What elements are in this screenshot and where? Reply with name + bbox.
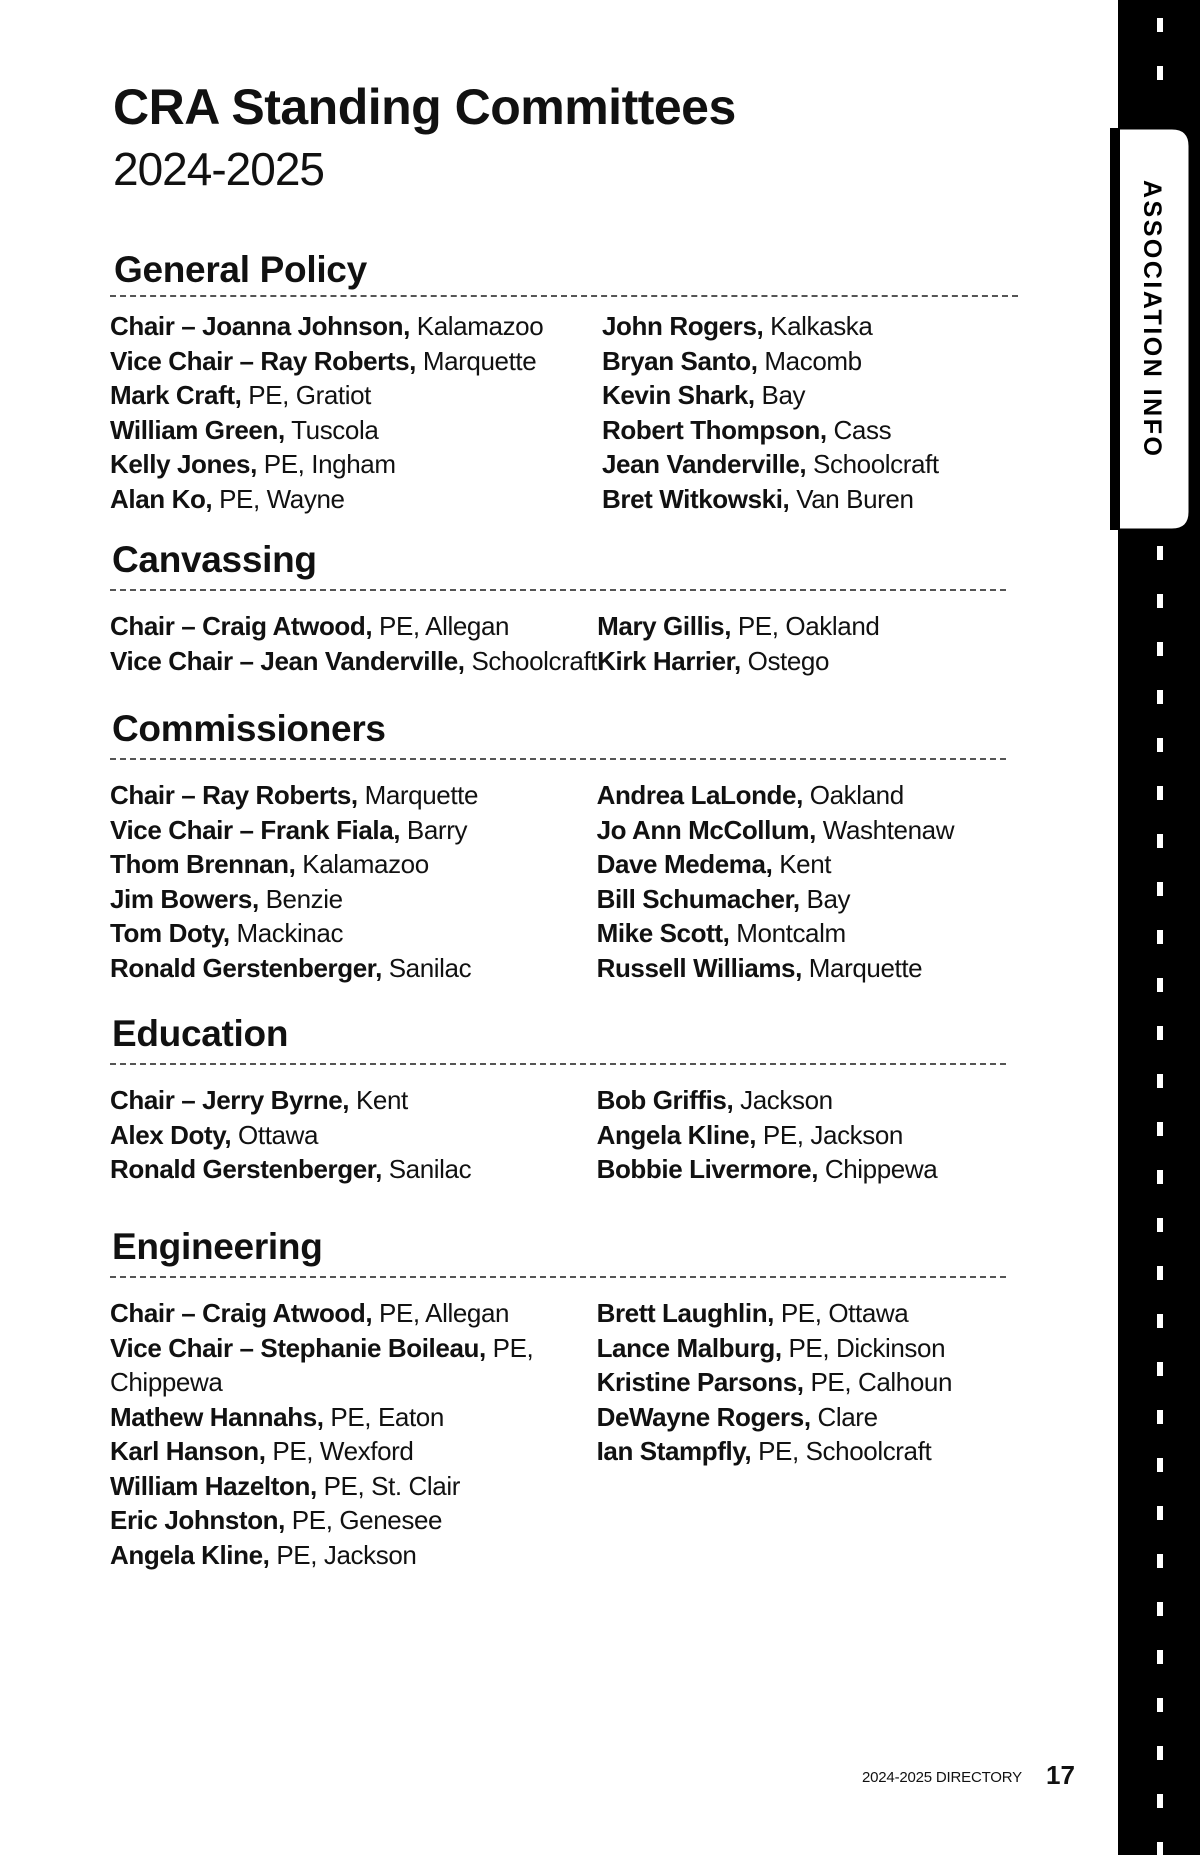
page-title: CRA Standing Committees bbox=[113, 79, 736, 135]
tab-dash bbox=[1157, 1362, 1163, 1376]
member-detail: PE, Allegan bbox=[372, 611, 510, 641]
member-detail: PE, Schoolcraft bbox=[751, 1436, 932, 1466]
member-name: Kirk Harrier, bbox=[597, 645, 741, 676]
member-entry bbox=[597, 778, 1006, 813]
member-name: William Hazelton, bbox=[110, 1470, 317, 1501]
tab-dash bbox=[1157, 1746, 1163, 1760]
member-detail: PE, Calhoun bbox=[803, 1367, 953, 1397]
section-divider bbox=[110, 295, 1018, 297]
member-entry bbox=[110, 1469, 597, 1504]
member-detail: PE, Genesee bbox=[284, 1505, 443, 1535]
member-entry bbox=[110, 813, 597, 848]
tab-dash bbox=[1157, 930, 1163, 944]
member-name: Mike Scott, bbox=[596, 918, 730, 948]
section-title: Canvassing bbox=[112, 539, 317, 580]
member-detail: Schoolcraft bbox=[464, 645, 598, 676]
tab-dash bbox=[1157, 1698, 1163, 1712]
member-detail: Mackinac bbox=[229, 918, 344, 948]
member-entry bbox=[110, 1083, 597, 1118]
member-entry bbox=[602, 447, 1016, 482]
member-entry bbox=[597, 916, 1006, 951]
member-entry bbox=[597, 1118, 1006, 1153]
member-detail: Sanilac bbox=[381, 1154, 472, 1184]
member-entry bbox=[602, 378, 1016, 413]
member-name: Vice Chair – Stephanie Boileau, bbox=[110, 1332, 486, 1363]
member-name: Mary Gillis, bbox=[597, 611, 732, 641]
members-right bbox=[597, 1296, 1006, 1572]
member-detail: PE, Dickinson bbox=[781, 1332, 946, 1363]
member-name: John Rogers, bbox=[602, 311, 764, 341]
member-name: Jean Vanderville, bbox=[602, 449, 807, 479]
member-entry bbox=[110, 847, 597, 882]
member-detail: PE, Ottawa bbox=[774, 1298, 909, 1328]
tab-dash bbox=[1157, 546, 1163, 560]
member-entry bbox=[110, 1503, 597, 1538]
member-detail: Bay bbox=[799, 883, 851, 914]
member-entry bbox=[110, 951, 597, 986]
page-number: 17 bbox=[1046, 1760, 1075, 1790]
section-divider bbox=[110, 1063, 1006, 1065]
member-entry bbox=[110, 482, 602, 517]
member-detail: Sanilac bbox=[381, 952, 472, 983]
section-engineering bbox=[110, 1224, 1006, 1572]
member-entry bbox=[110, 1434, 597, 1469]
member-entry bbox=[110, 447, 602, 482]
member-name: Tom Doty, bbox=[110, 918, 230, 948]
member-detail: Tuscola bbox=[284, 414, 379, 445]
member-detail: Chippewa bbox=[818, 1154, 938, 1184]
member-detail: Kalamazoo bbox=[409, 311, 544, 341]
section-education bbox=[110, 1011, 1006, 1187]
tab-dash bbox=[1157, 1842, 1163, 1856]
page-subtitle: 2024-2025 bbox=[113, 143, 324, 195]
section-commissioners bbox=[110, 706, 1006, 985]
member-entry bbox=[110, 344, 602, 379]
member-name: Kevin Shark, bbox=[602, 380, 755, 410]
member-name: Chair – Craig Atwood, bbox=[110, 611, 373, 641]
member-entry bbox=[110, 916, 597, 951]
member-detail: Kent bbox=[349, 1085, 408, 1115]
member-name: Kelly Jones, bbox=[110, 449, 257, 479]
member-detail: PE, Allegan bbox=[372, 1298, 510, 1328]
member-entry bbox=[110, 1296, 597, 1331]
tab-dash bbox=[1157, 1074, 1163, 1088]
tab-dash bbox=[1157, 738, 1163, 752]
member-name: Kristine Parsons, bbox=[596, 1367, 804, 1397]
member-detail: Barry bbox=[400, 814, 468, 845]
member-detail: Kent bbox=[772, 849, 832, 879]
member-detail: Marquette bbox=[416, 345, 537, 376]
member-detail: Jackson bbox=[733, 1085, 833, 1115]
members-left bbox=[110, 1083, 597, 1187]
tab-dash bbox=[1157, 1170, 1163, 1184]
member-entry bbox=[110, 778, 597, 813]
tab-dash bbox=[1157, 1266, 1163, 1280]
member-entry bbox=[597, 1083, 1006, 1118]
member-detail: Marquette bbox=[357, 780, 479, 810]
member-entry bbox=[110, 1400, 597, 1435]
member-name: Mark Craft, bbox=[110, 380, 242, 410]
tab-dash bbox=[1157, 1554, 1163, 1568]
members-right bbox=[597, 609, 1006, 678]
tab-dash bbox=[1157, 1458, 1163, 1472]
member-entry bbox=[110, 1152, 597, 1187]
tab-dash bbox=[1157, 786, 1163, 800]
member-detail: Van Buren bbox=[789, 483, 914, 514]
member-entry bbox=[602, 482, 1016, 517]
member-entry bbox=[602, 413, 1016, 448]
tab-dash bbox=[1157, 66, 1163, 80]
member-detail: Oakland bbox=[802, 780, 904, 810]
member-detail: PE, Ingham bbox=[256, 449, 396, 479]
member-entry bbox=[110, 644, 597, 679]
member-entry bbox=[597, 1365, 1006, 1400]
tab-dash bbox=[1157, 882, 1163, 896]
members-left bbox=[110, 1296, 597, 1572]
member-entry bbox=[597, 1152, 1006, 1187]
section-divider bbox=[110, 758, 1006, 760]
member-name: Chair – Ray Roberts, bbox=[110, 780, 358, 810]
member-name: Robert Thompson, bbox=[602, 414, 827, 445]
member-detail: Marquette bbox=[801, 952, 923, 983]
member-entry bbox=[597, 1400, 1006, 1435]
member-detail: Macomb bbox=[757, 345, 862, 376]
member-name: Lance Malburg, bbox=[596, 1332, 782, 1363]
tab-dash bbox=[1157, 1314, 1163, 1328]
tab-dash bbox=[1157, 1602, 1163, 1616]
member-entry bbox=[110, 1118, 597, 1153]
tab-dash bbox=[1157, 1410, 1163, 1424]
member-detail: Montcalm bbox=[729, 918, 846, 948]
members-left bbox=[110, 778, 597, 985]
member-name: Vice Chair – Frank Fiala, bbox=[110, 814, 401, 845]
member-entry bbox=[602, 344, 1016, 379]
section-divider bbox=[110, 589, 1006, 591]
member-name: Angela Kline, bbox=[596, 1119, 757, 1150]
section-title: Commissioners bbox=[112, 708, 386, 749]
member-detail: PE, Eaton bbox=[323, 1401, 444, 1432]
member-detail: Kalamazoo bbox=[295, 849, 429, 879]
member-name: Ian Stampfly, bbox=[596, 1436, 752, 1466]
member-name: Brett Laughlin, bbox=[596, 1298, 774, 1328]
section-canvassing bbox=[110, 537, 1006, 678]
member-detail: Clare bbox=[810, 1401, 878, 1432]
tab-dash bbox=[1157, 1794, 1163, 1808]
member-entry bbox=[597, 882, 1006, 917]
member-name: Angela Kline, bbox=[110, 1539, 270, 1570]
member-detail: Cass bbox=[826, 414, 892, 445]
member-name: Chair – Craig Atwood, bbox=[110, 1298, 373, 1328]
member-detail: PE, Wayne bbox=[212, 483, 345, 514]
tab-dash bbox=[1157, 594, 1163, 608]
member-name: Jo Ann McCollum, bbox=[596, 814, 816, 845]
members-right bbox=[597, 778, 1006, 985]
member-name: Alex Doty, bbox=[110, 1119, 232, 1150]
member-name: DeWayne Rogers, bbox=[596, 1401, 811, 1432]
member-entry bbox=[602, 309, 1016, 344]
tab-dash bbox=[1157, 1122, 1163, 1136]
section-title: General Policy bbox=[114, 249, 367, 290]
tab-dash bbox=[1157, 1650, 1163, 1664]
member-entry bbox=[110, 413, 602, 448]
member-name: Bryan Santo, bbox=[602, 345, 758, 376]
member-name: Mathew Hannahs, bbox=[110, 1401, 324, 1432]
member-name: Russell Williams, bbox=[596, 952, 802, 983]
member-name: Bob Griffis, bbox=[596, 1085, 734, 1115]
member-entry bbox=[597, 1434, 1006, 1469]
member-detail: PE, St. Clair bbox=[316, 1470, 460, 1501]
member-name: Ronald Gerstenberger, bbox=[110, 1154, 382, 1184]
member-entry bbox=[110, 1331, 550, 1400]
member-detail: PE, Oakland bbox=[731, 611, 880, 641]
member-entry bbox=[597, 847, 1006, 882]
section-title: Engineering bbox=[112, 1226, 323, 1267]
member-detail: PE, Wexford bbox=[265, 1436, 414, 1466]
members-left bbox=[110, 309, 602, 516]
member-name: William Green, bbox=[110, 414, 285, 445]
member-detail: Kalkaska bbox=[763, 311, 873, 341]
member-name: Bill Schumacher, bbox=[596, 883, 800, 914]
member-name: Dave Medema, bbox=[596, 849, 773, 879]
member-detail: Ottawa bbox=[231, 1119, 319, 1150]
member-name: Vice Chair – Jean Vanderville, bbox=[110, 645, 465, 676]
member-entry bbox=[597, 951, 1006, 986]
member-name: Andrea LaLonde, bbox=[596, 780, 803, 810]
members-right bbox=[602, 309, 1016, 516]
member-entry bbox=[597, 1296, 1006, 1331]
member-name: Alan Ko, bbox=[110, 483, 213, 514]
member-entry bbox=[110, 609, 597, 644]
member-entry bbox=[597, 1331, 1006, 1366]
tab-dash bbox=[1157, 978, 1163, 992]
members-left bbox=[110, 609, 597, 678]
member-name: Ronald Gerstenberger, bbox=[110, 952, 382, 983]
section-general-policy bbox=[110, 247, 1016, 516]
member-entry bbox=[110, 378, 602, 413]
member-name: Chair – Joanna Johnson, bbox=[110, 311, 410, 341]
tab-dash bbox=[1157, 834, 1163, 848]
member-entry bbox=[597, 644, 1006, 679]
tab-dash bbox=[1157, 18, 1163, 32]
member-entry bbox=[110, 882, 597, 917]
member-name: Bret Witkowski, bbox=[602, 483, 790, 514]
member-name: Chair – Jerry Byrne, bbox=[110, 1085, 350, 1115]
member-name: Karl Hanson, bbox=[110, 1436, 266, 1466]
member-detail: Benzie bbox=[258, 883, 343, 914]
member-name: Jim Bowers, bbox=[110, 883, 259, 914]
tab-dash bbox=[1157, 1026, 1163, 1040]
member-detail: Bay bbox=[754, 380, 806, 410]
member-name: Bobbie Livermore, bbox=[596, 1154, 819, 1184]
member-entry bbox=[110, 309, 602, 344]
section-divider bbox=[110, 1276, 1006, 1278]
tab-dash bbox=[1157, 1506, 1163, 1520]
tab-dash bbox=[1157, 642, 1163, 656]
member-detail: Schoolcraft bbox=[806, 449, 939, 479]
member-entry bbox=[597, 813, 1006, 848]
footer-label: 2024-2025 DIRECTORY bbox=[862, 1769, 1022, 1786]
member-name: Eric Johnston, bbox=[110, 1505, 285, 1535]
member-detail: PE, Jackson bbox=[756, 1119, 903, 1150]
tab-dash bbox=[1157, 1218, 1163, 1232]
member-name: Vice Chair – Ray Roberts, bbox=[110, 345, 416, 376]
member-detail: Washtenaw bbox=[815, 814, 955, 845]
member-entry bbox=[110, 1538, 597, 1573]
member-detail: PE, Gratiot bbox=[241, 380, 372, 410]
member-entry bbox=[597, 609, 1006, 644]
members-right bbox=[597, 1083, 1006, 1187]
member-name: Thom Brennan, bbox=[110, 849, 296, 879]
member-detail: PE, Chippewa bbox=[110, 1332, 534, 1397]
tab-dash bbox=[1157, 690, 1163, 704]
member-detail: Ostego bbox=[740, 645, 830, 676]
section-title: Education bbox=[112, 1013, 289, 1054]
member-detail: PE, Jackson bbox=[269, 1539, 417, 1570]
